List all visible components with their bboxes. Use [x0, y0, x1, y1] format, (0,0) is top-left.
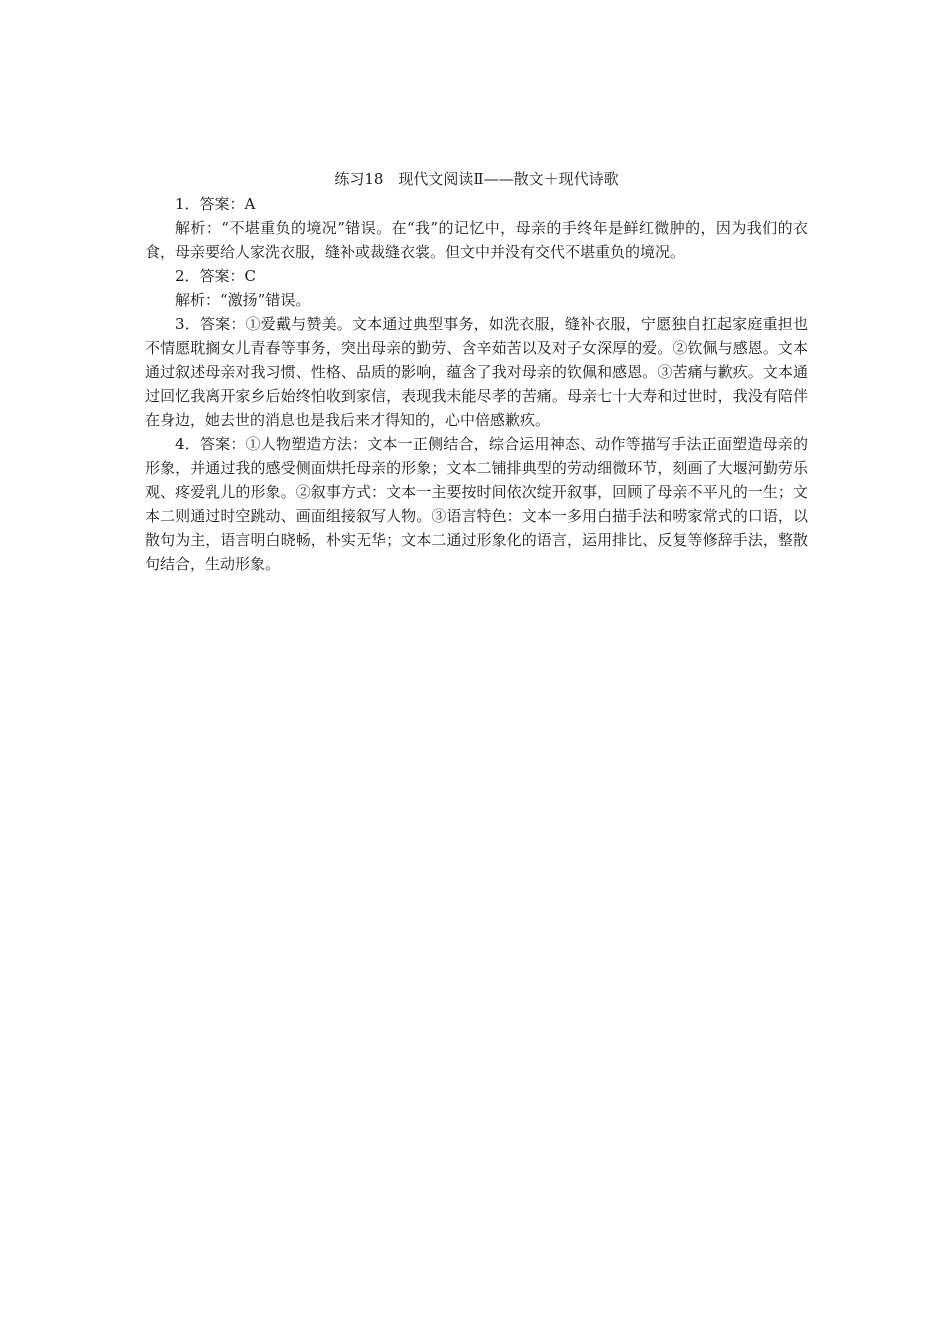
answer-1: 1．答案：A — [175, 195, 256, 213]
answer-3: 3．答案：①爱戴与赞美。文本通过典型事务，如洗衣服，缝补衣服，宁愿独自扛起家庭重担也不情愿耽搁女儿青春等事务，突出母亲的勤劳、含辛茹苦以及对子女深厚的爱。②钦佩与感恩。文本通过叙述母亲对我习惯、性格、品质的影响，蕴含了我对母亲的钦佩和感恩。③苦痛与歉疚。文本通过回忆我离开家乡后始终怕收到家信，表现我未能尽孝的苦痛。母亲七十大寿和过世时，我没有陪伴在身边，她去世的消息也是我后来才得知的，心中倍感歉疚。 — [145, 315, 808, 429]
analysis-2: 解析：“激扬”错误。 — [175, 291, 311, 309]
page-title: 练习18 现代文阅读Ⅱ——散文＋现代诗歌 — [334, 170, 619, 188]
answer-2: 2．答案：C — [175, 267, 257, 285]
analysis-1: 解析：“不堪重负的境况”错误。在“我”的记忆中，母亲的手终年是鲜红微肿的，因为我们的衣食，母亲要给人家洗衣服，缝补或裁缝衣裳。但文中并没有交代不堪重负的境况。 — [145, 219, 808, 261]
answer-4: 4．答案：①人物塑造方法：文本一正侧结合，综合运用神态、动作等描写手法正面塑造母亲的形象，并通过我的感受侧面烘托母亲的形象；文本二铺排典型的劳动细微环节，刻画了大堰河勤劳乐观、疼爱乳儿的形象。②叙事方式：文本一主要按时间依次绽开叙事，回顾了母亲不平凡的一生；文本二则通过时空跳动、画面组接叙写人物。③语言特色：文本一多用白描手法和唠家常式的口语，以散句为主，语言明白晓畅，朴实无华；文本二通过形象化的语言，运用排比、反复等修辞手法，整散句结合，生动形象。 — [145, 435, 808, 573]
document-page — [145, 166, 808, 576]
